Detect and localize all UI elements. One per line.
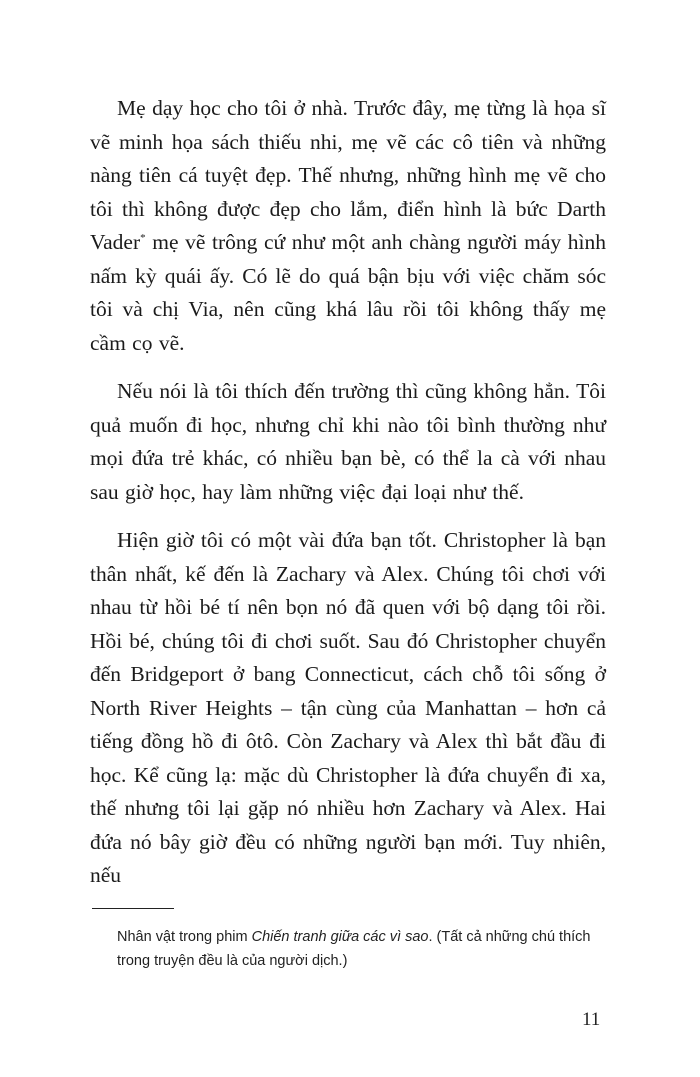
paragraph-1-after-note: mẹ vẽ trông cứ như một anh chàng người máy hình nấm kỳ quái ấy. Có lẽ do quá bận bịu với việc chăm sóc tôi và chị Via, nên cũng khá lâu rồi tôi không thấy mẹ cầm cọ vẽ.	[90, 230, 606, 355]
page-number: 11	[582, 1009, 601, 1030]
footnote-prefix: Nhân vật trong phim	[117, 929, 252, 945]
body-text	[90, 92, 606, 893]
footnote-film-title: Chiến tranh giữa các vì sao	[251, 929, 429, 945]
footnote	[117, 925, 617, 973]
paragraph-2: Nếu nói là tôi thích đến trường thì cũng không hẳn. Tôi quả muốn đi học, nhưng chỉ khi nào tôi bình thường như mọi đứa trẻ khác, có nhiều bạn bè, có thể la cà với nhau sau giờ học, hay làm những việc đại loại như thế.	[90, 379, 606, 504]
footnote-marker: *	[140, 231, 146, 244]
paragraph-1	[90, 92, 606, 360]
footnote-divider	[92, 908, 174, 909]
paragraph-1-before-note: Mẹ dạy học cho tôi ở nhà. Trước đây, mẹ từng là họa sĩ vẽ minh họa sách thiếu nhi, mẹ vẽ các cô tiên và những nàng tiên cá tuyệt đẹp. Thế nhưng, những hình mẹ vẽ cho tôi thì không được đẹp cho lắm, điển hình là bức Darth Vader	[90, 96, 606, 254]
paragraph-3: Hiện giờ tôi có một vài đứa bạn tốt. Christopher là bạn thân nhất, kế đến là Zachary và Alex. Chúng tôi chơi với nhau từ hồi bé tí nên bọn nó đã quen với bộ dạng tôi rồi. Hồi bé, chúng tôi đi chơi suốt. Sau đó Christopher chuyển đến Bridgeport ở bang Connecticut, cách chỗ tôi sống ở North River Heights – tận cùng của Manhattan – hơn cả tiếng đồng hồ đi ôtô. Còn Zachary và Alex thì bắt đầu đi học. Kể cũng lạ: mặc dù Christopher là đứa chuyển đi xa, thế nhưng tôi lại gặp nó nhiều hơn Zachary và Alex. Hai đứa nó bây giờ đều có những người bạn mới. Tuy nhiên, nếu	[90, 528, 606, 887]
footnote-suffix: . (Tất cả những chú thích trong truyện đều là của người dịch.)	[117, 929, 591, 969]
